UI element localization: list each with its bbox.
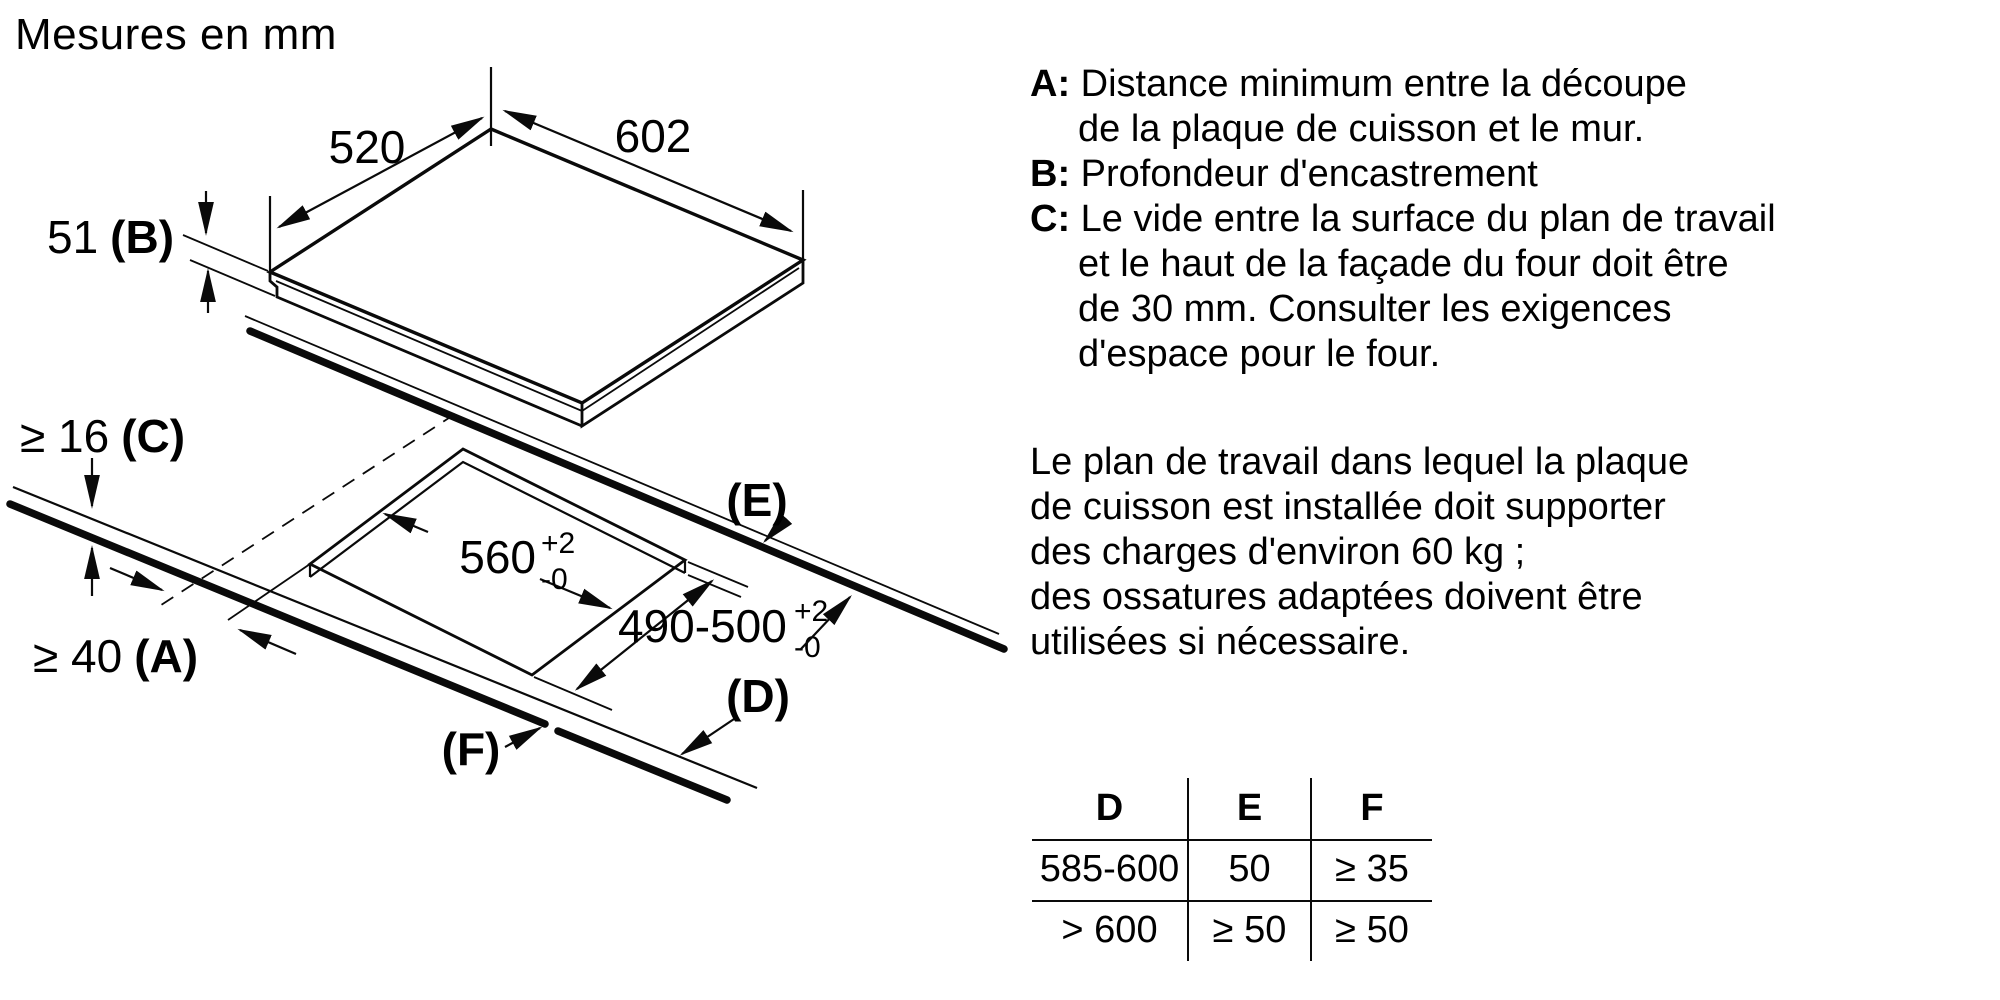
legend-text: Profondeur d'encastrement [1080, 153, 1538, 195]
load-note [1030, 440, 1689, 665]
dim-490-label: 490-500 [618, 600, 787, 652]
dim-40a [33, 564, 310, 682]
legend-line [1030, 197, 1776, 242]
dim-490-tol-plus: +2 [794, 595, 829, 628]
ref-f [442, 723, 540, 775]
dim-51b-ext-bottom [190, 260, 275, 296]
dim-520-label: 520 [328, 121, 406, 173]
dimensions-table [1032, 778, 1432, 961]
legend-key-a: A: [1030, 63, 1071, 105]
legend-key-b: B: [1030, 153, 1071, 195]
dim-560-tol-minus: -0 [541, 563, 568, 596]
dim-490-tol-minus: -0 [794, 631, 821, 664]
dim-560 [385, 514, 610, 608]
dim-51b-ext-top [183, 235, 268, 271]
ref-d-arrow-down [682, 717, 737, 754]
cooktop-glass-edge-line [276, 268, 799, 411]
legend-line: de 30 mm. Consulter les exigences [1078, 288, 1672, 330]
table-header-f: F [1360, 787, 1384, 829]
dim-560-tol-plus: +2 [541, 527, 576, 560]
load-note-line: utilisées si nécessaire. [1030, 621, 1411, 663]
legend-key-c: C: [1030, 198, 1071, 240]
table-header-e: E [1236, 787, 1263, 829]
load-note-line: de cuisson est installée doit supporter [1030, 486, 1666, 528]
dim-602-label: 602 [614, 110, 692, 162]
dim-602 [491, 67, 803, 266]
dim-40a-arrow-left [110, 568, 162, 590]
legend-line: de la plaque de cuisson et le mur. [1078, 108, 1645, 150]
dim-560-arrow-left [385, 514, 428, 532]
dim-520 [270, 118, 482, 278]
legend-line [1030, 152, 1776, 197]
page-title: Mesures en mm [15, 10, 337, 59]
table-cell: ≥ 50 [1335, 909, 1409, 951]
load-note-line: des charges d'environ 60 kg ; [1030, 531, 1526, 573]
table-header-d: D [1095, 787, 1124, 829]
ref-f-label: (F) [441, 723, 501, 775]
table-cell: ≥ 50 [1212, 909, 1287, 951]
legend-text: Le vide entre la surface du plan de travail [1080, 198, 1776, 240]
legend-line: et le haut de la façade du four doit être [1078, 243, 1729, 285]
ref-e-label: (E) [726, 474, 788, 526]
dim-40a-label: ≥ 40 (A) [33, 630, 199, 682]
ref-d-label: (D) [726, 670, 790, 722]
ref-f-arrow [505, 728, 540, 747]
load-note-line: Le plan de travail dans lequel la plaque [1030, 441, 1690, 483]
table-cell: 585-600 [1039, 848, 1180, 890]
worktop-back-top-line [245, 316, 999, 634]
load-note-line: des ossatures adaptées doivent être [1030, 576, 1643, 618]
dim-16c-label: ≥ 16 (C) [20, 410, 186, 462]
dim-490-ext-top1 [688, 562, 748, 587]
dim-51b-label: 51 (B) [47, 211, 175, 263]
dim-560-label: 560 [459, 531, 536, 583]
wall-projection-dashed-line [158, 414, 455, 607]
dim-40a-arrow-right [240, 630, 296, 654]
table-cell: ≥ 35 [1335, 848, 1409, 890]
ref-e [726, 474, 787, 541]
cooktop-casing-right [582, 260, 803, 426]
legend-line: d'espace pour le four. [1078, 333, 1441, 375]
legend-line [1030, 62, 1776, 107]
legend [1030, 62, 1776, 377]
cooktop [270, 129, 803, 426]
dim-490-ext-bottom [534, 677, 612, 710]
legend-text: Distance minimum entre la découpe [1080, 63, 1687, 105]
dim-51b [47, 191, 275, 313]
table-cell: > 600 [1061, 909, 1158, 951]
table-cell: 50 [1228, 848, 1271, 890]
